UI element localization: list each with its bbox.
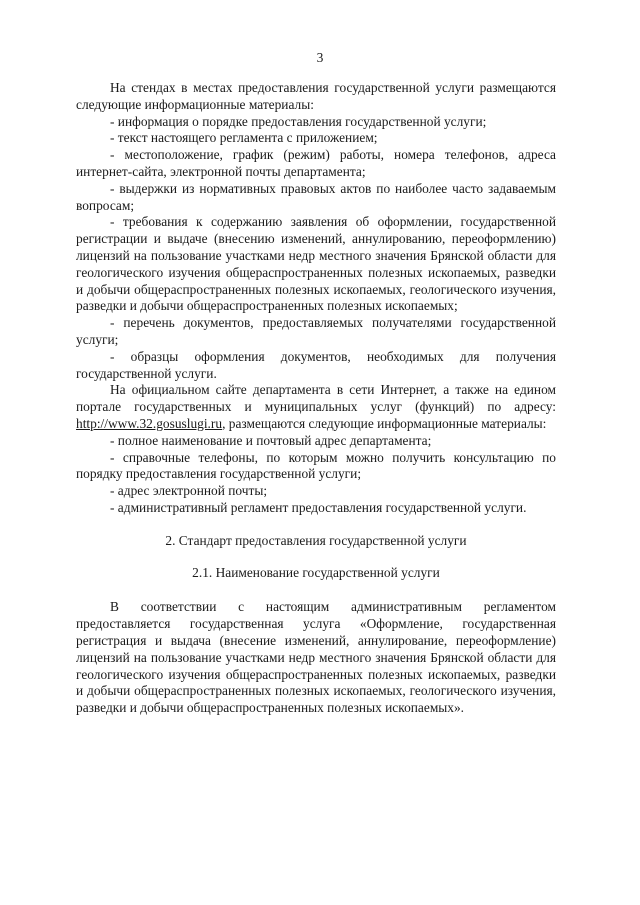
gosuslugi-link[interactable]: http://www.32.gosuslugi.ru: [76, 415, 223, 431]
list-item: - адрес электронной почты;: [110, 483, 268, 499]
list-item: - местоположение, график (режим) работы, номера телефонов, адреса интернет-сайта, электронной почты департамента;: [76, 147, 556, 179]
intro-paragraph: На стендах в местах предоставления государственной услуги размещаются следующие информационные материалы:: [76, 80, 556, 112]
section-heading: 2. Стандарт предоставления государственной услуги: [165, 532, 467, 548]
list-item: - требования к содержанию заявления об оформлении, государственной регистрации и выдаче (внесению изменений, аннулированию, переоформлению) лицензий на пользование участками недр местного значения Брянской области для геологического изучения общераспространенных полезных ископаемых, разведки и добычи общераспространенных полезных ископаемых, геологического изучения, разведки и добычи общераспространенных полезных ископаемых;: [76, 214, 556, 314]
internet-text-before: На официальном сайте департамента в сети Интернет, а также на едином портале государственных и муниципальных услуг (функций) по адресу:: [76, 382, 556, 415]
document-body: [76, 80, 556, 717]
list-item: - образцы оформления документов, необходимых для получения государственной услуги.: [76, 348, 556, 381]
list-item: - полное наименование и почтовый адрес департамента;: [110, 432, 432, 448]
internet-paragraph: [76, 382, 556, 432]
page-number: 3: [316, 50, 324, 65]
list-item: - перечень документов, предоставляемых получателями государственной услуги;: [76, 315, 556, 347]
list-item: - текст настоящего регламента с приложением;: [110, 130, 378, 146]
subsection-heading: 2.1. Наименование государственной услуги: [192, 564, 440, 580]
internet-text-after: , размещаются следующие информационные материалы:: [222, 415, 547, 431]
list-item: - информация о порядке предоставления государственной услуги;: [110, 113, 487, 129]
section-body-paragraph: В соответствии с настоящим административным регламентом предоставляется государственная услуга «Оформление, государственная регистрация и выдача (внесение изменений, аннулирование, переоформление) лицензий на пользование участками недр местного значения Брянской области для геологического изучения общераспространенных полезных ископаемых, разведки и добычи общераспространенных полезных ископаемых, геологического изучения, разведки и добычи общераспространенных полезных ископаемых».: [76, 599, 556, 716]
list-item: - выдержки из нормативных правовых актов по наиболее часто задаваемым вопросам;: [76, 180, 556, 213]
list-item: - административный регламент предоставления государственной услуги.: [110, 499, 527, 515]
list-item: - справочные телефоны, по которым можно получить консультацию по порядку предоставления государственной услуги;: [76, 449, 556, 482]
